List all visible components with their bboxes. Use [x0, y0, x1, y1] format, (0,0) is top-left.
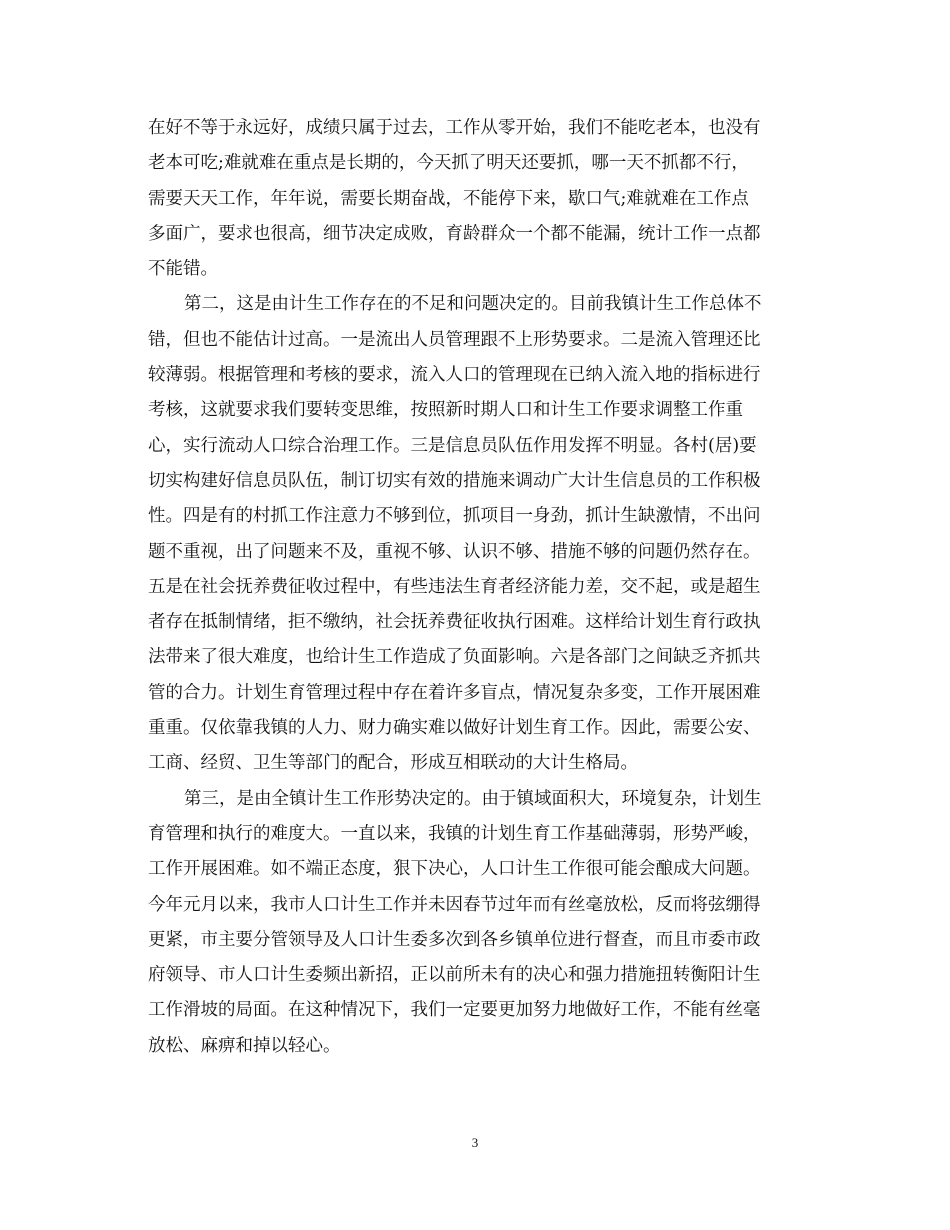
text-line: 题不重视，出了问题来不及，重视不够、认识不够、措施不够的问题仍然存在。: [148, 541, 761, 562]
text-line: 工商、经贸、卫生等部门的配合，形成互相联动的大计生格局。: [148, 753, 638, 774]
text-line: 工作开展困难。如不端正态度，狠下决心，人口计生工作很可能会酿成大问题。: [148, 859, 761, 880]
page-number: 3: [471, 1135, 479, 1150]
text-line: 切实构建好信息员队伍，制订切实有效的措施来调动广大计生信息员的工作积极: [148, 470, 761, 491]
text-line: 较薄弱。根据管理和考核的要求，流入人口的管理现在已纳入流入地的指标进行: [148, 365, 761, 386]
text-line: 不能错。: [148, 259, 218, 280]
text-line: 心，实行流动人口综合治理工作。三是信息员队伍作用发挥不明显。各村(居)要: [148, 435, 757, 456]
text-line: 重重。仅依靠我镇的人力、财力确实难以做好计划生育工作。因此，需要公安、: [148, 718, 761, 739]
text-line: 管的合力。计划生育管理过程中存在着许多盲点，情况复杂多变，工作开展困难: [148, 682, 761, 703]
text-line: 在好不等于永远好，成绩只属于过去，工作从零开始，我们不能吃老本，也没有: [148, 118, 761, 138]
text-line: 第二，这是由计生工作存在的不足和问题决定的。目前我镇计生工作总体不: [184, 294, 762, 315]
text-line: 多面广，要求也很高，细节决定成败，育龄群众一个都不能漏，统计工作一点都: [148, 223, 761, 244]
text-line: 府领导、市人口计生委频出新招，正以前所未有的决心和强力措施扭转衡阳计生: [148, 965, 761, 986]
text-line: 错，但也不能估计过高。一是流出人员管理跟不上形势要求。二是流入管理还比: [148, 329, 761, 350]
text-line: 五是在社会抚养费征收过程中，有些违法生育者经济能力差，交不起，或是超生: [148, 576, 761, 597]
text-line: 第三，是由全镇计生工作形势决定的。由于镇域面积大，环境复杂，计划生: [184, 788, 762, 809]
text-line: 考核，这就要求我们要转变思维，按照新时期人口和计生工作要求调整工作重: [148, 400, 743, 421]
text-line: 放松、麻痹和掉以轻心。: [148, 1035, 341, 1056]
text-line: 老本可吃;难就难在重点是长期的，今天抓了明天还要抓，哪一天不抓都不行，: [148, 153, 749, 174]
text-line: 今年元月以来，我市人口计生工作并未因春节过年而有丝毫放松，反而将弦绷得: [148, 894, 761, 915]
text-line: 更紧，市主要分管领导及人口计生委多次到各乡镇单位进行督查，而且市委市政: [148, 929, 761, 950]
text-line: 需要天天工作，年年说，需要长期奋战，不能停下来，歇口气;难就难在工作点: [148, 188, 749, 209]
text-line: 者存在抵制情绪，拒不缴纳，社会抚养费征收执行困难。这样给计划生育行政执: [148, 612, 761, 633]
text-line: 工作滑坡的局面。在这种情况下，我们一定要更加努力地做好工作，不能有丝毫: [148, 1000, 761, 1021]
text-line: 育管理和执行的难度大。一直以来，我镇的计划生育工作基础薄弱，形势严峻，: [148, 823, 761, 844]
body-text: [148, 111, 808, 1064]
text-line: 法带来了很大难度，也给计生工作造成了负面影响。六是各部门之间缺乏齐抓共: [148, 647, 761, 668]
text-line: 性。四是有的村抓工作注意力不够到位，抓项目一身劲，抓计生缺激情，不出问: [148, 506, 761, 527]
